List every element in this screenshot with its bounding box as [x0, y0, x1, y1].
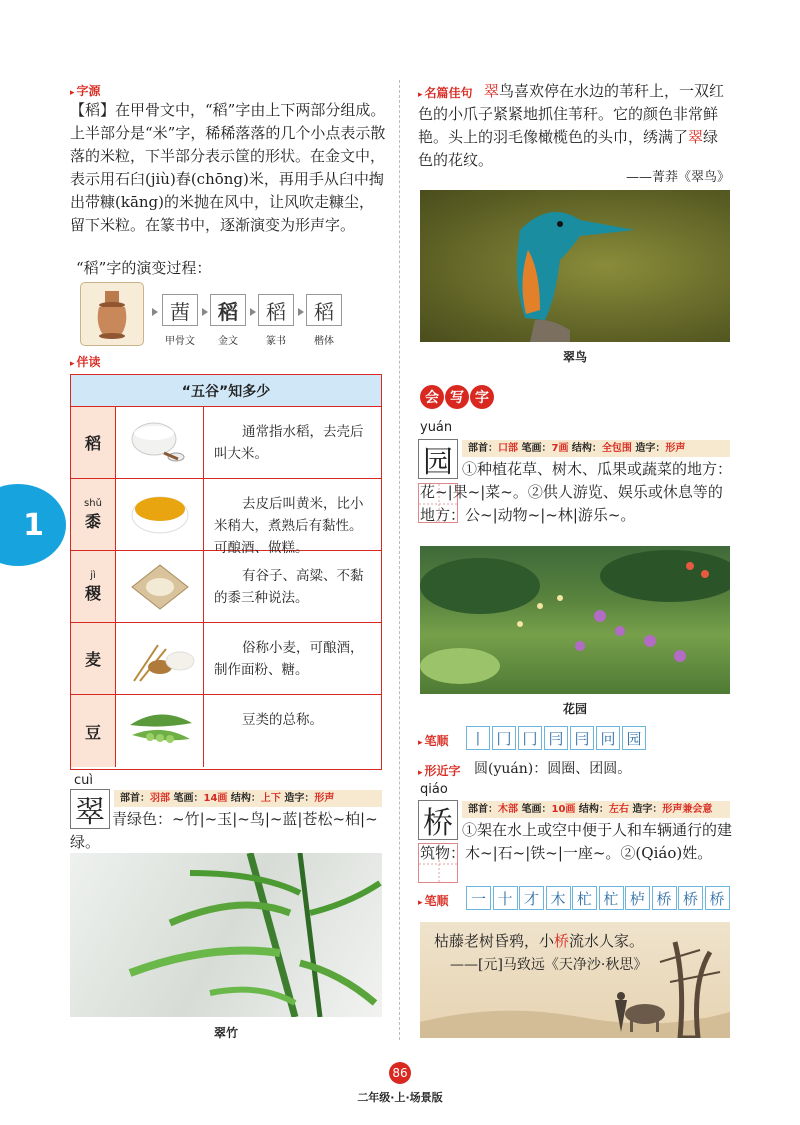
grain-desc: 有谷子、高粱、不黏的黍三种说法。 — [214, 568, 364, 606]
section-title — [420, 385, 494, 409]
evo-arrow — [152, 308, 158, 316]
yuan-pinyin: yuán — [420, 420, 453, 435]
cui-pinyin: cuì — [74, 773, 93, 788]
bamboo-icon — [70, 853, 382, 1017]
table-row — [71, 479, 381, 556]
similar-tag: ▸ 形近字 — [418, 764, 461, 778]
evo-bronze-label: 金文 — [218, 336, 238, 347]
companion-tag: ▸ 伴读 — [70, 355, 101, 369]
qiao-stroke-tag: ▸ 笔顺 — [418, 894, 449, 908]
evo-regular-label: 楷体 — [314, 336, 334, 347]
evo-arrow — [250, 308, 256, 316]
cui-definition: 青绿色：~竹|~玉|~鸟|~蓝|苍松~柏|~绿。 — [70, 810, 378, 851]
evolution-title: “稻”字的演变过程： — [76, 259, 212, 277]
pea-pod-icon — [116, 695, 204, 767]
evo-seal: 稻 — [258, 294, 294, 326]
cui-info-bar: 部首：羽部 笔画：14画 结构：上下 造字：形声 — [114, 790, 382, 807]
yuan-info-bar: 部首：口部 笔画：7画 结构：全包围 造字：形声 — [462, 440, 730, 457]
table-row — [71, 407, 381, 479]
qiao-stroke-order — [466, 886, 730, 910]
stroke-cell: 十 — [493, 886, 518, 910]
cui-char-box: 翠 — [70, 789, 110, 829]
millet-bowl-icon — [116, 479, 204, 550]
quote-source: ——菁莽《翠鸟》 — [625, 170, 730, 185]
qiao-char-box: 桥 — [418, 800, 458, 840]
grain-char: jì 稷 — [71, 551, 116, 622]
stroke-cell: 冃 — [570, 726, 594, 750]
book-title: 二年级·上·场景版 — [357, 1091, 443, 1104]
table-row — [71, 695, 381, 767]
qiao-definition: ①架在水上或空中便于人和车辆通行的建筑物：木~|石~|铁~|一座~。②(Qiáo)姓。 — [420, 821, 733, 862]
evo-oracle: 莤 — [162, 294, 198, 326]
column-divider — [399, 80, 400, 1040]
yuan-stroke-tag: ▸ 笔顺 — [418, 734, 449, 748]
grain-char: shǔ 黍 — [71, 479, 116, 550]
table-title: “五谷”知多少 — [71, 375, 381, 407]
mortar-icon — [81, 283, 143, 345]
grain-desc: 豆类的总称。 — [242, 712, 323, 728]
similar-text: 圆(yuán)：圆圈、团圆。 — [474, 761, 632, 777]
wheat-flour-icon — [116, 623, 204, 694]
stroke-cell: 桥 — [705, 886, 730, 910]
kingfisher-photo — [420, 190, 730, 342]
grain-basket-icon — [116, 551, 204, 622]
grain-desc: 俗称小麦，可酿酒，制作面粉、糖。 — [214, 640, 364, 678]
stroke-cell: 栌 — [625, 886, 650, 910]
evolution-diagram — [80, 282, 380, 348]
grains-table — [70, 374, 382, 770]
evo-bronze: 稻 — [210, 294, 246, 326]
kingfisher-icon — [420, 190, 730, 342]
stroke-cell: 才 — [519, 886, 544, 910]
section-title-char: 字 — [470, 385, 494, 409]
poem-source: ——[元]马致远《天净沙·秋思》 — [450, 957, 648, 973]
yuan-stroke-order — [466, 726, 646, 750]
poem-line: 枯藤老树昏鸦，小桥流水人家。 — [434, 932, 645, 950]
mortar-image — [80, 282, 144, 346]
yuan-definition: ①种植花草、树木、瓜果或蔬菜的地方：花~|果~|菜~。②供人游览、娱乐或休息等的地方：公~|动物~|~林|游乐~。 — [420, 460, 733, 524]
flowers-icon — [420, 546, 730, 694]
origin-paragraph: 【稻】在甲骨文中，“稻”字由上下两部分组成。上半部分是“米”字，稀稀落落的几个小点表示散落的米粒，下半部分表示筐的形状。在金文中，表示用石臼(jiù)舂(chōng)米，再用手从臼中掏出带糠(kāng)的米抛在风中，让风吹走糠尘，留下米粒。在篆书中，逐渐演变为形声字。 — [70, 101, 386, 234]
bamboo-photo — [70, 853, 382, 1017]
qiao-pinyin: qiáo — [420, 782, 448, 797]
stroke-cell: 桥 — [678, 886, 703, 910]
stroke-cell: 丨 — [466, 726, 490, 750]
section-title-char: 会 — [420, 385, 444, 409]
table-row — [71, 623, 381, 695]
stroke-cell: 一 — [466, 886, 491, 910]
grain-char: 麦 — [71, 623, 116, 694]
grain-char: 豆 — [71, 695, 116, 767]
evo-seal-label: 篆书 — [266, 336, 286, 347]
stroke-cell: 冃 — [544, 726, 568, 750]
table-row — [71, 551, 381, 623]
evo-arrow — [298, 308, 304, 316]
quote-text: 翠鸟喜欢停在水边的苇秆上，一双红色的小爪子紧紧地抓住苇秆。它的颜色非常鲜艳。头上的羽毛像橄榄色的头巾，绣满了翠绿色的花纹。 — [418, 82, 725, 169]
quote-tag: ▸ 名篇佳句 — [418, 86, 473, 100]
page-number: 86 — [389, 1062, 411, 1084]
garden-photo — [420, 546, 730, 694]
yuan-char-box: 园 — [418, 439, 458, 479]
stroke-cell: 冂 — [518, 726, 542, 750]
evo-oracle-label: 甲骨文 — [165, 336, 195, 347]
garden-caption: 花园 — [562, 702, 587, 716]
rice-bowl-icon — [116, 407, 204, 478]
evo-arrow — [202, 308, 208, 316]
qiao-info-bar: 部首：木部 笔画：10画 结构：左右 造字：形声兼会意 — [462, 801, 730, 818]
stroke-cell: 木 — [546, 886, 571, 910]
grain-desc: 通常指水稻，去壳后叫大米。 — [214, 424, 364, 462]
stroke-cell: 杧 — [572, 886, 597, 910]
section-title-char: 写 — [445, 385, 469, 409]
bamboo-caption: 翠竹 — [213, 1026, 238, 1040]
evo-regular: 稻 — [306, 294, 342, 326]
chapter-badge — [0, 484, 66, 566]
grain-char: 稻 — [71, 407, 116, 478]
chapter-number: 1 — [23, 507, 44, 543]
stroke-cell: 桥 — [652, 886, 677, 910]
stroke-cell: 杧 — [599, 886, 624, 910]
stroke-cell: 园 — [622, 726, 646, 750]
stroke-cell: 冂 — [492, 726, 516, 750]
stroke-cell: 冋 — [596, 726, 620, 750]
grain-desc: 去皮后叫黄米，比小米稍大，煮熟后有黏性。可酿酒、做糕。 — [214, 496, 364, 556]
bird-caption: 翠鸟 — [562, 350, 587, 364]
origin-tag: ▸ 字源 — [70, 84, 101, 98]
